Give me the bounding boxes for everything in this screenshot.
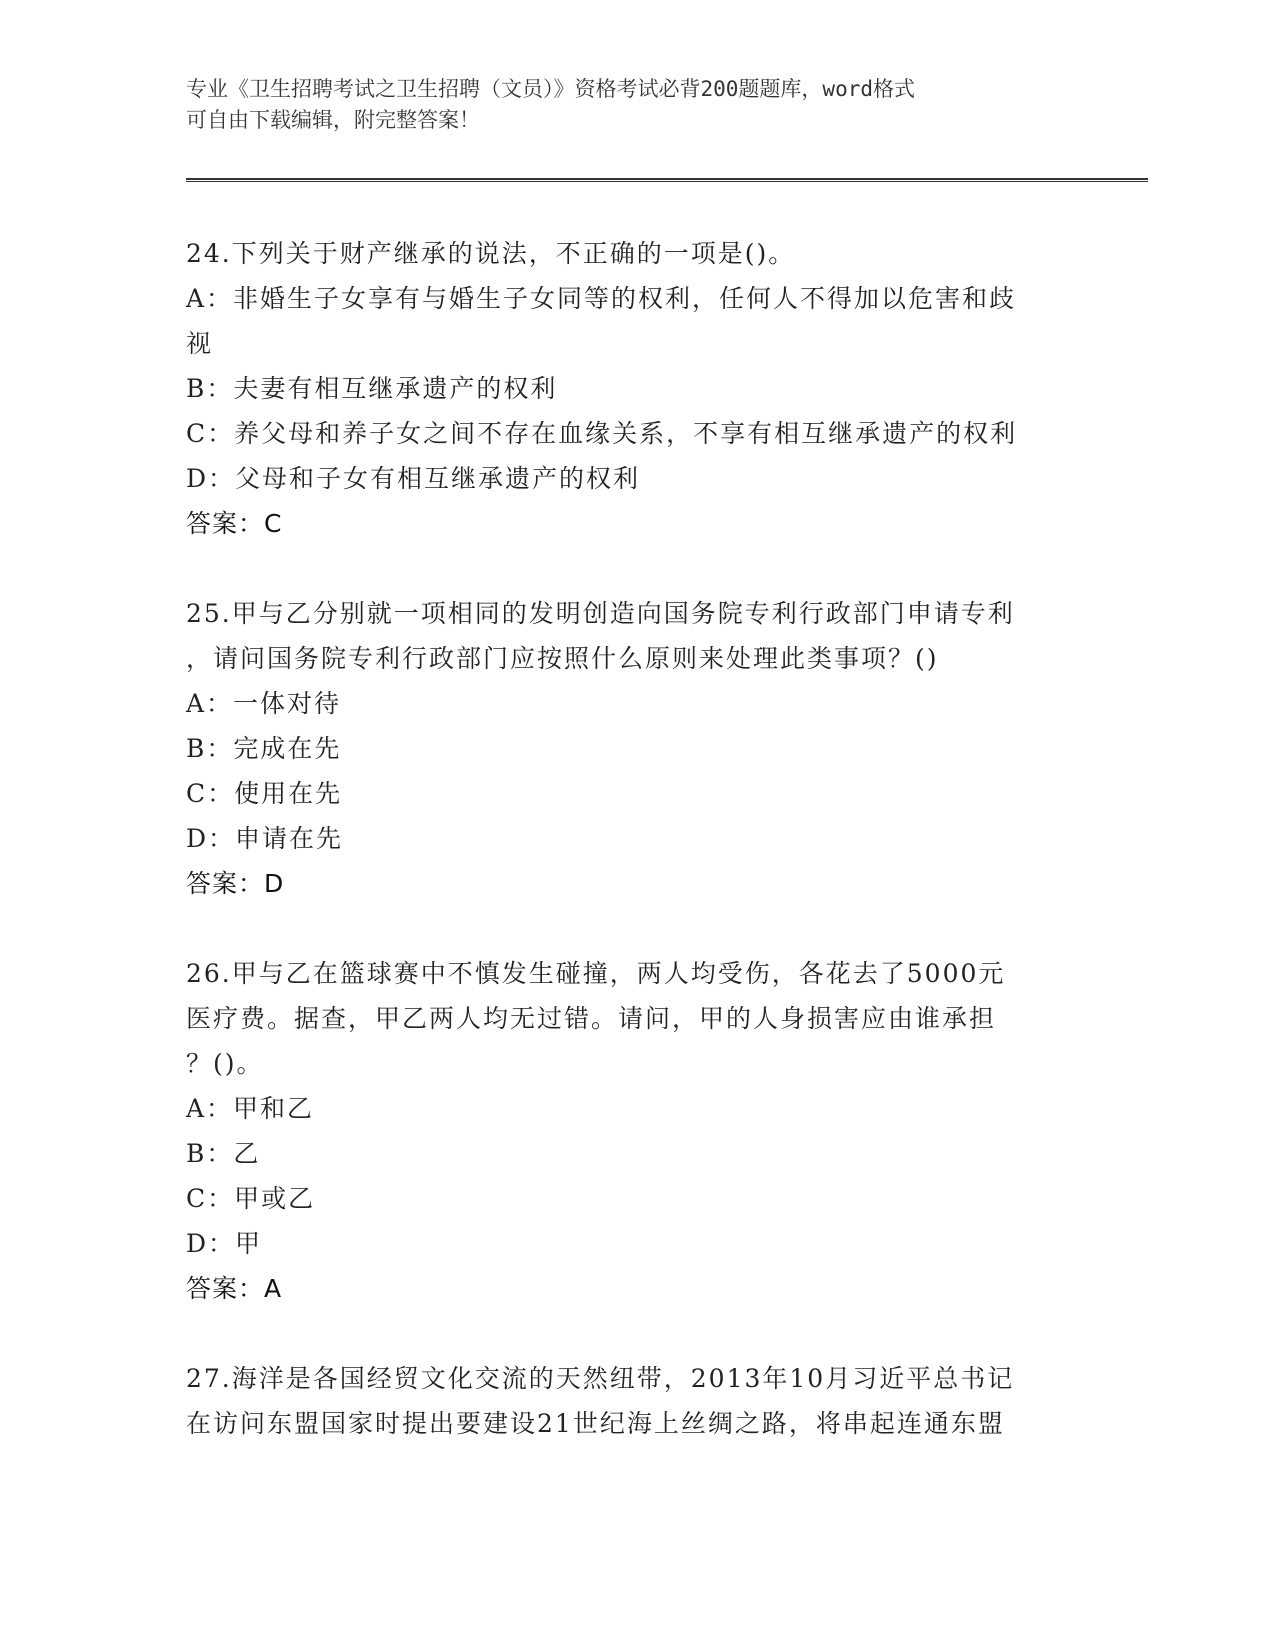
answer: 答案：A	[186, 1274, 283, 1303]
question-stem: 24.下列关于财产继承的说法，不正确的一项是()。	[186, 239, 796, 268]
option-a: A：一体对待	[186, 689, 342, 718]
option-c: C：养父母和养子女之间不存在血缘关系，不享有相互继承遗产的权利	[186, 419, 1018, 448]
question-stem: 25.甲与乙分别就一项相同的发明创造向国务院专利行政部门申请专利	[186, 599, 1015, 628]
option-b: B：乙	[186, 1139, 261, 1168]
option-d: D：父母和子女有相互继承遗产的权利	[186, 464, 641, 493]
question-24	[186, 231, 1066, 546]
option-a-continued: 视	[186, 329, 214, 358]
question-25	[186, 591, 1066, 906]
question-stem-continued: ？()。	[186, 1049, 264, 1078]
option-c: C：甲或乙	[186, 1184, 316, 1213]
option-d: D：甲	[186, 1229, 263, 1258]
header-divider	[186, 178, 1148, 182]
option-c: C：使用在先	[186, 779, 343, 808]
question-stem-continued: ，请问国务院专利行政部门应按照什么原则来处理此类事项？()	[186, 644, 939, 673]
question-stem-continued: 医疗费。据查，甲乙两人均无过错。请问，甲的人身损害应由谁承担	[186, 1004, 997, 1033]
option-a: A：甲和乙	[186, 1094, 315, 1123]
answer: 答案：D	[186, 869, 285, 898]
question-stem-continued: 在访问东盟国家时提出要建设21世纪海上丝绸之路，将串起连通东盟	[186, 1409, 1005, 1438]
header-line-2: 可自由下载编辑，附完整答案！	[186, 108, 480, 132]
option-b: B：夫妻有相互继承遗产的权利	[186, 374, 558, 403]
option-d: D：申请在先	[186, 824, 344, 853]
option-b: B：完成在先	[186, 734, 342, 763]
document-header	[186, 74, 1066, 136]
answer: 答案：C	[186, 509, 283, 538]
question-27	[186, 1356, 1066, 1446]
option-a: A：非婚生子女享有与婚生子女同等的权利，任何人不得加以危害和歧	[186, 284, 1017, 313]
question-list	[186, 231, 1066, 1491]
question-26	[186, 951, 1066, 1311]
header-line-1: 专业《卫生招聘考试之卫生招聘（文员）》资格考试必背200题题库，word格式	[186, 77, 915, 101]
question-stem: 27.海洋是各国经贸文化交流的天然纽带，2013年10月习近平总书记	[186, 1364, 1015, 1393]
question-stem: 26.甲与乙在篮球赛中不慎发生碰撞，两人均受伤，各花去了5000元	[186, 959, 1006, 988]
